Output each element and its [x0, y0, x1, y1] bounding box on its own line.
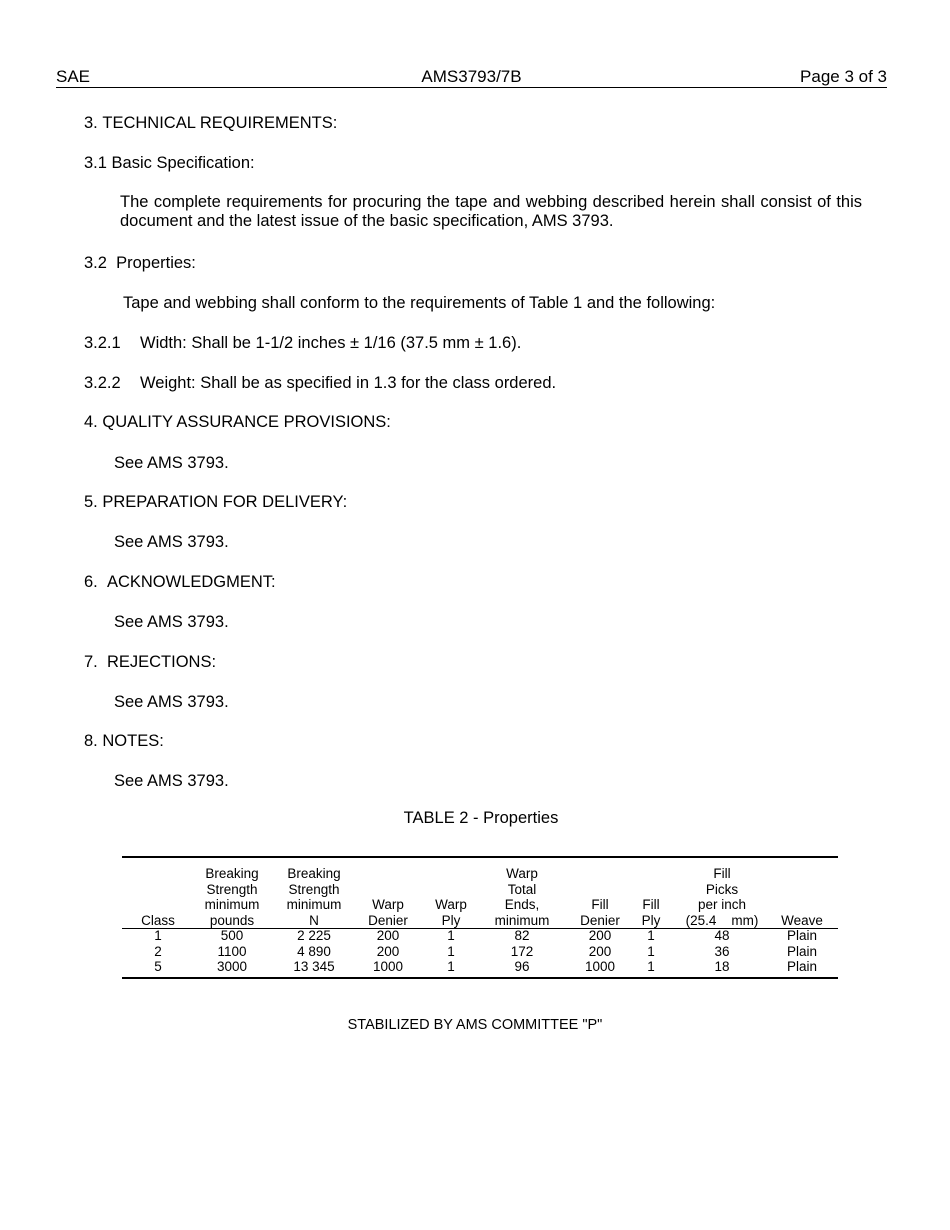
column-header-line: Strength — [288, 881, 340, 897]
table-column — [194, 858, 270, 977]
table-cell: 13 345 — [293, 959, 335, 974]
section-3-heading: 3. TECHNICAL REQUIREMENTS: — [84, 114, 338, 132]
table-cell: 1100 — [217, 943, 247, 959]
section-8-body: See AMS 3793. — [114, 772, 229, 790]
table-column — [358, 858, 418, 977]
column-header-line: Warp — [435, 897, 467, 912]
column-header — [426, 897, 476, 928]
column-header-line: Picks — [705, 881, 739, 897]
table-cell: 1000 — [372, 959, 404, 974]
column-header — [774, 913, 830, 929]
column-header-line: Ends, — [504, 897, 540, 912]
column-header-line: Denier — [368, 912, 408, 928]
table-cell: 96 — [514, 959, 530, 974]
section-3-2-2: 3.2.2 Weight: Shall be as specified in 1.3 for the class ordered. — [84, 374, 557, 392]
column-header-line: per inch — [697, 897, 747, 912]
column-header-line: Total — [507, 881, 537, 897]
table-cell: 200 — [588, 943, 612, 959]
column-header-line: Denier — [580, 912, 620, 928]
column-header-line: Fill — [642, 897, 660, 912]
column-header — [484, 866, 560, 928]
table-cell: 36 — [714, 943, 730, 959]
table-cell: 200 — [376, 928, 400, 943]
header-doc-number: AMS3793/7B — [421, 67, 522, 86]
table-cell: 1 — [647, 959, 655, 974]
column-header-line: Warp — [506, 866, 538, 881]
section-8-heading: 8. NOTES: — [84, 732, 164, 750]
column-header — [358, 897, 418, 928]
column-header — [276, 866, 352, 928]
section-3-1-heading: 3.1 Basic Specification: — [84, 154, 255, 172]
table-cell: 4 890 — [297, 943, 331, 959]
table-cell: 500 — [220, 928, 244, 943]
section-6-body: See AMS 3793. — [114, 613, 229, 631]
column-header-line: Class — [141, 912, 175, 928]
table-column — [634, 858, 668, 977]
section-7-body: See AMS 3793. — [114, 693, 229, 711]
column-header — [194, 866, 270, 928]
header-page-number: Page 3 of 3 — [800, 67, 887, 86]
footer-note: STABILIZED BY AMS COMMITTEE "P" — [347, 1017, 603, 1033]
table-cell: 1 — [647, 928, 655, 943]
section-4-body: See AMS 3793. — [114, 454, 229, 472]
column-header-line: (25.4 mm) — [685, 912, 759, 928]
section-5-heading: 5. PREPARATION FOR DELIVERY: — [84, 493, 348, 511]
table-column — [670, 858, 774, 977]
section-5-body: See AMS 3793. — [114, 533, 229, 551]
table-cell: 200 — [376, 943, 400, 959]
table-cell: 200 — [588, 928, 612, 943]
section-3-1-body: The complete requirements for procuring the tape and webbing described herein shall consist of this document and the latest issue of the basic specification, AMS 3793. — [120, 193, 862, 230]
table-cell: Plain — [786, 928, 818, 943]
column-header — [130, 913, 186, 929]
page-header — [56, 67, 887, 88]
table-cell: 1 — [154, 928, 162, 943]
table-cell: 48 — [714, 928, 730, 943]
table-cell: 18 — [714, 959, 730, 974]
table-cell: 82 — [514, 928, 530, 943]
section-3-2-1: 3.2.1 Width: Shall be 1-1/2 inches ± 1/16 (37.5 mm ± 1.6). — [84, 334, 522, 352]
table-cell: 3000 — [216, 959, 248, 974]
table-cell: 1 — [447, 943, 455, 959]
section-7-heading: 7. REJECTIONS: — [84, 653, 217, 671]
column-header-line: Fill — [713, 866, 731, 881]
table-column — [130, 858, 186, 977]
table-cell: 5 — [154, 959, 162, 974]
table-column — [484, 858, 560, 977]
column-header-line: minimum — [204, 897, 260, 912]
column-header-line: Strength — [206, 881, 258, 897]
column-header — [670, 866, 774, 928]
table-cell: Plain — [786, 943, 818, 959]
table-cell: 2 225 — [297, 928, 331, 943]
column-header-line: minimum — [494, 912, 550, 928]
table-cell: 1 — [447, 928, 455, 943]
column-header-line: N — [309, 912, 319, 928]
table-cell: Plain — [786, 959, 818, 974]
table-cell: 1000 — [584, 959, 616, 974]
table-column — [276, 858, 352, 977]
table-column — [426, 858, 476, 977]
section-4-heading: 4. QUALITY ASSURANCE PROVISIONS: — [84, 413, 391, 431]
column-header-line: Ply — [441, 912, 461, 928]
table-cell: 2 — [154, 943, 162, 959]
column-header-line: Fill — [591, 897, 609, 912]
table-column — [568, 858, 632, 977]
table-cell: 1 — [447, 959, 455, 974]
table-column — [774, 858, 830, 977]
column-header-line: Ply — [641, 912, 661, 928]
table-cell: 1 — [647, 943, 655, 959]
table-title: TABLE 2 - Properties — [403, 809, 559, 827]
section-6-heading: 6. ACKNOWLEDGMENT: — [84, 573, 276, 591]
column-header — [634, 897, 668, 928]
column-header-line: Breaking — [287, 866, 341, 881]
section-3-2-heading: 3.2 Properties: — [84, 254, 196, 272]
column-header-line: Weave — [781, 912, 823, 928]
column-header-line: Breaking — [205, 866, 259, 881]
header-org: SAE — [56, 67, 91, 86]
table-cell: 172 — [510, 943, 534, 959]
column-header — [568, 897, 632, 928]
column-header-line: pounds — [209, 912, 255, 928]
column-header-line: minimum — [286, 897, 342, 912]
column-header-line: Warp — [372, 897, 404, 912]
section-3-2-body: Tape and webbing shall conform to the requirements of Table 1 and the following: — [123, 294, 716, 312]
properties-table — [122, 856, 838, 979]
